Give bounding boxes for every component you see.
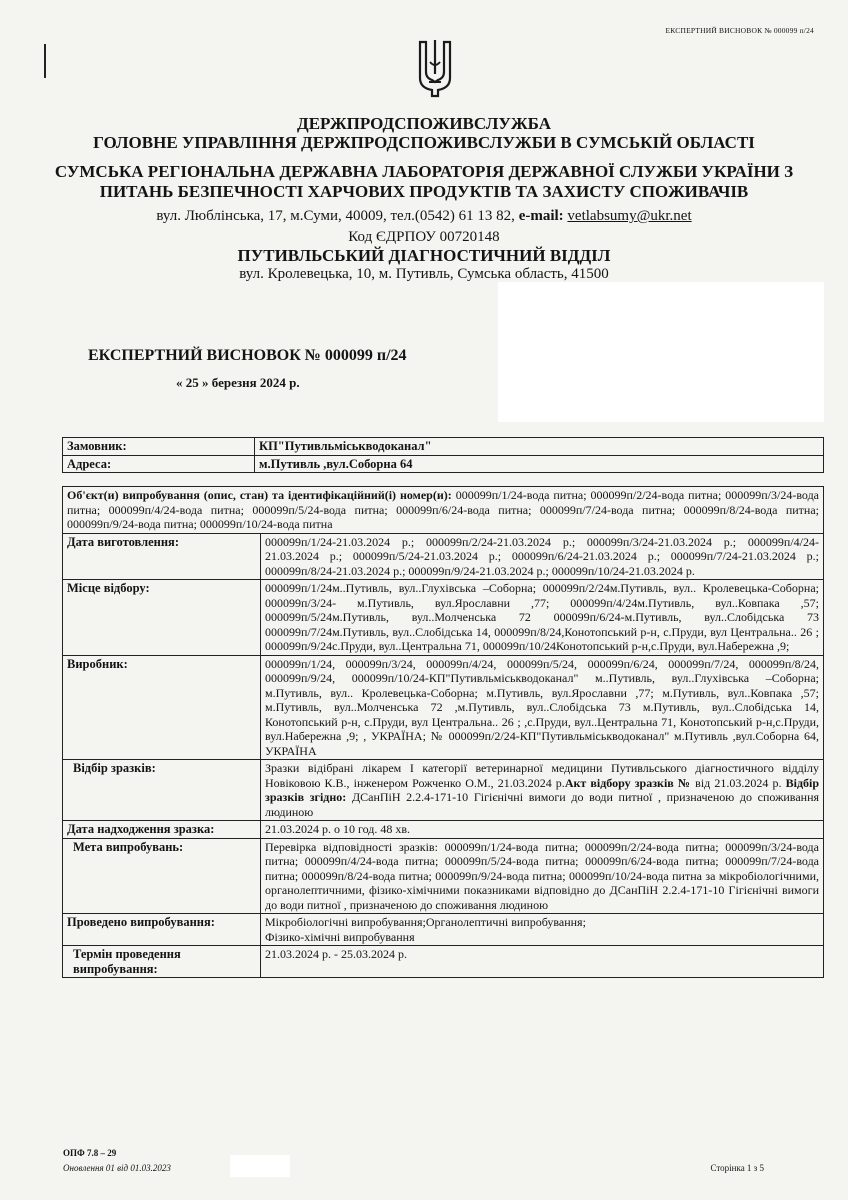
table-row [63, 838, 824, 914]
sampling-place-value: 000099п/1/24м..Путивль, вул..Глухівська –Соборна; 000099п/2/24м.Путивль, вул.. Кролевецька-Соборна; 000099п/3/24- м.Путивль, вул.Ярославни ,77; 000099п/4/24м.Путивль, вул..Ковпака ,57; 000099п/5/24м.Путивль, вул..Молченська 72 000099п/6/24-м.Путивль, вул..Слобідська 73 000099п/7/24м.Путивль, вул..Слобідська 14, 000099п/8/24,Конотопський р-н, с.Пруди, вул Центральна.. 26 ; 000099п/9/24с.Пруди, вул..Центральна 71, 000099п/10/24Конотопський р-н,с.Пруди, вул.Набережна ,9; [261, 580, 824, 656]
form-update: Оновлення 01 від 01.03.2023 [63, 1163, 171, 1173]
lab-address-text: вул. Люблінська, 17, м.Суми, 40009, тел.(0542) 61 13 82, [156, 208, 515, 224]
sampling-act-label: Акт відбору зразків № [564, 775, 692, 790]
table-row [63, 914, 824, 946]
org-line-1: ДЕРЖПРОДСПОЖИВСЛУЖБА [297, 114, 551, 133]
table-row [63, 533, 824, 580]
conclusion-title: ЕКСПЕРТНИЙ ВИСНОВОК № 000099 п/24 [88, 347, 407, 364]
conclusion-date: « 25 » березня 2024 р. [176, 375, 300, 390]
ukraine-trident-icon [416, 38, 454, 100]
header-doc-number: ЕКСПЕРТНИЙ ВИСНОВОК № 000099 п/24 [665, 26, 814, 35]
sampling-text-3: ДСанПіН 2.2.4-171-10 Гігієнічні вимоги до води питної , призначеною до споживання людиною [265, 790, 820, 819]
table-row [63, 821, 824, 839]
object-label: Об'єкт(и) випробування (опис, стан) та ідентифікаційний(і) номер(и): [67, 488, 452, 502]
purpose-label: Мета випробувань: [63, 838, 261, 914]
sampling-label: Відбір зразків: [63, 760, 261, 821]
tests-value [261, 914, 824, 946]
table-row [63, 438, 824, 456]
customer-value: КП"Путивльміськводоканал" [255, 438, 824, 456]
sampling-value [261, 760, 824, 821]
arrival-date-value: 21.03.2024 р. о 10 год. 48 хв. [261, 821, 824, 839]
department-address: вул. Кролевецька, 10, м. Путивль, Сумська область, 41500 [239, 266, 609, 282]
address-value: м.Путивль ,вул.Соборна 64 [255, 455, 824, 473]
lab-address [40, 208, 808, 225]
margin-mark [44, 44, 46, 78]
form-code: ОПФ 7.8 – 29 [63, 1148, 117, 1158]
table-row [63, 946, 824, 978]
client-table [62, 437, 824, 473]
tests-label: Проведено випробування: [63, 914, 261, 946]
sampling-text-2: від 21.03.2024 р. [695, 775, 782, 790]
table-row [63, 655, 824, 760]
customer-label: Замовник: [63, 438, 255, 456]
org-line-2: ГОЛОВНЕ УПРАВЛІННЯ ДЕРЖПРОДСПОЖИВСЛУЖБИ В СУМСЬКІЙ ОБЛАСТІ [93, 133, 755, 152]
table-row [63, 487, 824, 534]
tests-line-2: Фізико-хімічні випробування [265, 929, 415, 944]
term-value: 21.03.2024 р. - 25.03.2024 р. [261, 946, 824, 978]
edrpou-code: Код ЄДРПОУ 00720148 [348, 229, 500, 245]
sampling-text-1: Зразки відібрані лікарем І категорії ветеринарної медицини Путивльського діагностичного відділу Новіковою К.В., інженером Рожченко О.М., 21.03.2024 р. [265, 761, 819, 790]
purpose-value: Перевірка відповідності зразків: 000099п/1/24-вода питна; 000099п/2/24-вода питна; 000099п/3/24-вода питна; 000099п/4/24-вода питна; 000099п/5/24-вода питна; 000099п/6/24-вода питна; 000099п/7/24-вода питна; 000099п/8/24-вода питна; 000099п/9/24-вода питна; 000099п/10/24-вода питна за мікробіологічними, органолептичними, фізико-хімічними показниками відповідно до ДСанПіН 2.2.4-171-10 Гігієнічні вимоги до води питної , призначеною до споживання людиною [261, 838, 824, 914]
page-number: Сторінка 1 з 5 [710, 1163, 764, 1173]
tests-line-1: Мікробіологічні випробування;Органолептичні випробування; [265, 915, 586, 929]
details-table [62, 486, 824, 978]
table-row [63, 455, 824, 473]
manufacture-date-label: Дата виготовлення: [63, 533, 261, 580]
object-cell [63, 487, 824, 534]
redacted-footer [230, 1155, 290, 1177]
manufacture-date-value: 000099п/1/24-21.03.2024 р.; 000099п/2/24-21.03.2024 р.; 000099п/3/24-21.03.2024 р.; 000099п/4/24-21.03.2024 р.; 000099п/5/24-21.03.2024 р.; 000099п/6/24-21.03.2024 р.; 000099п/7/24-21.03.2024 р.; 000099п/8/24-21.03.2024 р.; 000099п/9/24-21.03.2024 р.; 000099п/10/24-21.03.2024 р. [261, 533, 824, 580]
arrival-date-label: Дата надходження зразка: [63, 821, 261, 839]
redacted-area [498, 282, 824, 422]
email-label: e-mail: [518, 208, 564, 224]
table-row [63, 760, 824, 821]
email-link[interactable]: vetlabsumy@ukr.net [567, 208, 692, 224]
address-label: Адреса: [63, 455, 255, 473]
sampling-place-label: Місце відбору: [63, 580, 261, 656]
term-label: Термін проведення випробування: [63, 946, 261, 978]
manufacturer-label: Виробник: [63, 655, 261, 760]
sampling-per-label: Відбір зразків згідно: [265, 775, 820, 804]
department-name: ПУТИВЛЬСЬКИЙ ДІАГНОСТИЧНИЙ ВІДДІЛ [237, 246, 611, 265]
org-line-3: СУМСЬКА РЕГІОНАЛЬНА ДЕРЖАВНА ЛАБОРАТОРІЯ ДЕРЖАВНОЇ СЛУЖБИ УКРАЇНИ З ПИТАНЬ БЕЗПЕЧНОСТІ ХАРЧОВИХ ПРОДУКТІВ ТА ЗАХИСТУ СПОЖИВАЧІВ [54, 162, 794, 201]
manufacturer-value: 000099п/1/24, 000099п/3/24, 000099п/4/24, 000099п/5/24, 000099п/6/24, 000099п/7/24, 000099п/8/24, 000099п/9/24, 000099п/10/24-КП"Путивльміськводоканал" м..Путивль, вул..Глухівська –Соборна; м.Путивль, вул.. Кролевецька-Соборна; м.Путивль, вул.Ярославни ,77; м.Путивль, вул..Ковпака ,57; м.Путивль, вул..Молченська 72 ,м.Путивль, вул..Слобідська 73 м.Путивль, вул..Слобідська 14, Конотопський р-н, с.Пруди, вул Центральна.. 26 ; ,с.Пруди, вул..Центральна 71, Конотопський р-н,с.Пруди, вул.Набережна ,9; , УКРАЇНА; № 000099п/2/24-КП"Путивльміськводоканал" м.Путивль ,вул.Соборна 64, УКРАЇНА [261, 655, 824, 760]
object-value: 000099п/1/24-вода питна; 000099п/2/24-вода питна; 000099п/3/24-вода питна; 000099п/4/24-вода питна; 000099п/5/24-вода питна; 000099п/6/24-вода питна; 000099п/7/24-вода питна; 000099п/8/24-вода питна; 000099п/9/24-вода питна; 000099п/10/24-вода питна [67, 488, 820, 531]
table-row [63, 580, 824, 656]
